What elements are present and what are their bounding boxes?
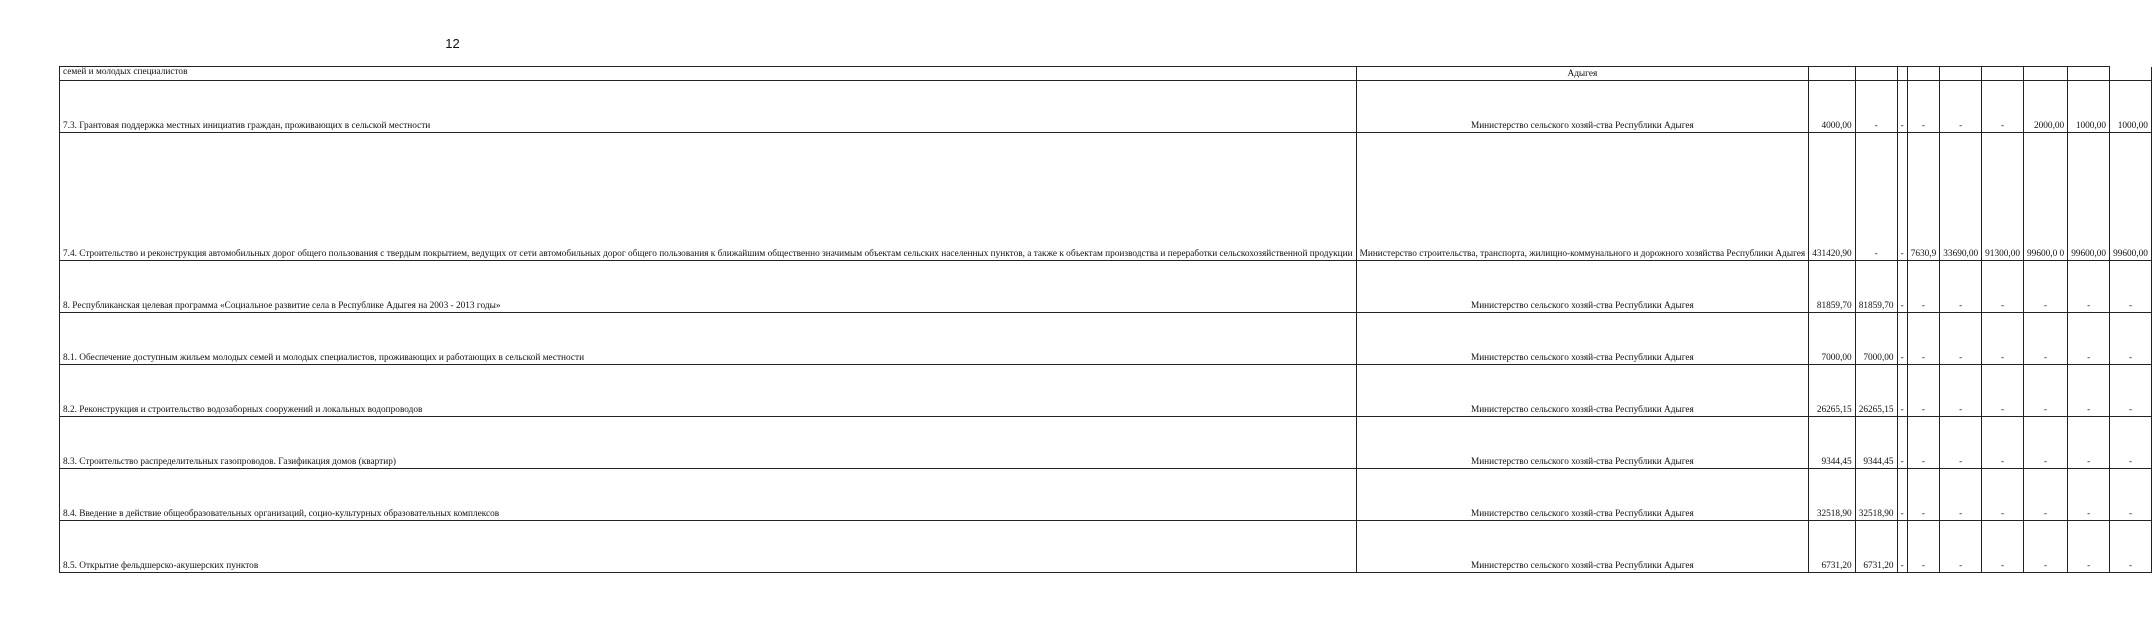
value-cell: - (1982, 417, 2024, 469)
value-cell (1907, 67, 1940, 81)
value-cell: 9344,45 (1809, 417, 1856, 469)
value-cell: 7630,9 (1907, 133, 1940, 261)
value-cell: 99600,0 0 (2024, 133, 2068, 261)
responsible-org-cell: Министерство сельского хозяй-ства Республики Адыгея (1356, 81, 1809, 133)
value-cell (1897, 67, 1907, 81)
value-cell: 9344,45 (1855, 417, 1897, 469)
value-cell: - (1982, 365, 2024, 417)
responsible-org-cell: Министерство сельского хозяй-ства Республики Адыгея (1356, 365, 1809, 417)
value-cell: - (1907, 261, 1940, 313)
activity-name-cell: 8.3. Строительство распределительных газопроводов. Газификация домов (квартир) (60, 417, 1357, 469)
table-row (60, 521, 2152, 573)
value-cell: 1000,00 (2068, 81, 2110, 133)
value-cell: - (1897, 313, 1907, 365)
value-cell: - (1907, 521, 1940, 573)
value-cell: - (1940, 261, 1982, 313)
value-cell: - (2024, 469, 2068, 521)
value-cell: - (1940, 521, 1982, 573)
value-cell (1940, 67, 1982, 81)
value-cell: - (2110, 417, 2152, 469)
value-cell: 81859,70 (1855, 261, 1897, 313)
activity-name-cell: 8. Республиканская целевая программа «Социальное развитие села в Республике Адыгея на 2003 - 2013 годы» (60, 261, 1357, 313)
value-cell: - (1907, 469, 1940, 521)
value-cell (1855, 67, 1897, 81)
table-row (60, 133, 2152, 261)
value-cell: 33690,00 (1940, 133, 1982, 261)
responsible-org-cell: Министерство сельского хозяй-ства Республики Адыгея (1356, 469, 1809, 521)
activity-name-cell: 8.1. Обеспечение доступным жильем молодых семей и молодых специалистов, проживающих и работающих в сельской местности (60, 313, 1357, 365)
value-cell: 99600,00 (2068, 133, 2110, 261)
value-cell: - (2024, 261, 2068, 313)
value-cell: - (2110, 261, 2152, 313)
value-cell: - (1940, 81, 1982, 133)
value-cell: - (1907, 365, 1940, 417)
value-cell: - (2068, 469, 2110, 521)
value-cell: - (1940, 417, 1982, 469)
responsible-org-cell: Адыгея (1356, 67, 1809, 81)
value-cell: - (1982, 313, 2024, 365)
value-cell: - (2024, 521, 2068, 573)
value-cell (1809, 67, 1856, 81)
table-row (60, 313, 2152, 365)
value-cell (2110, 67, 2152, 81)
value-cell: - (2068, 521, 2110, 573)
value-cell: 2000,00 (2024, 81, 2068, 133)
value-cell: - (1982, 261, 2024, 313)
value-cell: - (1897, 261, 1907, 313)
value-cell (2068, 67, 2110, 81)
value-cell: - (2110, 313, 2152, 365)
value-cell: - (1897, 81, 1907, 133)
value-cell: 26265,15 (1809, 365, 1856, 417)
value-cell: - (1982, 469, 2024, 521)
value-cell: 4000,00 (1809, 81, 1856, 133)
value-cell: 32518,90 (1809, 469, 1856, 521)
table-row (60, 81, 2152, 133)
value-cell: - (1897, 133, 1907, 261)
value-cell: - (1982, 521, 2024, 573)
responsible-org-cell: Министерство сельского хозяй-ства Республики Адыгея (1356, 521, 1809, 573)
program-table (59, 66, 2152, 573)
value-cell: - (1897, 469, 1907, 521)
table-row (60, 365, 2152, 417)
page-number: 12 (445, 36, 460, 51)
value-cell: - (2110, 521, 2152, 573)
value-cell: - (2024, 365, 2068, 417)
activity-name-cell: 8.4. Введение в действие общеобразовательных организаций, социо-культурных образовательных комплексов (60, 469, 1357, 521)
responsible-org-cell: Министерство сельского хозяй-ства Республики Адыгея (1356, 261, 1809, 313)
table-row (60, 67, 2152, 81)
value-cell: 91300,00 (1982, 133, 2024, 261)
value-cell: 6731,20 (1809, 521, 1856, 573)
responsible-org-cell: Министерство сельского хозяй-ства Республики Адыгея (1356, 417, 1809, 469)
table-row (60, 417, 2152, 469)
value-cell: - (2068, 365, 2110, 417)
value-cell: - (2110, 469, 2152, 521)
activity-name-cell: 7.4. Строительство и реконструкция автомобильных дорог общего пользования с твердым покрытием, ведущих от сети автомобильных дорог общего пользования к ближайшим общественно значимым объектам сельских населенных пунктов, а также к объектам производства и переработки сельскохозяйственной продукции (60, 133, 1357, 261)
value-cell: - (1940, 313, 1982, 365)
value-cell: - (1982, 81, 2024, 133)
responsible-org-cell: Министерство сельского хозяй-ства Республики Адыгея (1356, 313, 1809, 365)
value-cell: 81859,70 (1809, 261, 1856, 313)
value-cell: - (1897, 365, 1907, 417)
value-cell: - (1940, 469, 1982, 521)
value-cell: - (1897, 521, 1907, 573)
responsible-org-cell: Министерство строительства, транспорта, жилищно-коммунального и дорожного хозяйства Республики Адыгея (1356, 133, 1809, 261)
table-row (60, 261, 2152, 313)
value-cell: 7000,00 (1809, 313, 1856, 365)
activity-name-cell: 8.2. Реконструкция и строительство водозаборных сооружений и локальных водопроводов (60, 365, 1357, 417)
value-cell: - (1907, 313, 1940, 365)
value-cell (2024, 67, 2068, 81)
value-cell: - (1897, 417, 1907, 469)
value-cell: - (2024, 313, 2068, 365)
value-cell: 1000,00 (2110, 81, 2152, 133)
table-row (60, 469, 2152, 521)
value-cell: - (2110, 365, 2152, 417)
value-cell: - (1855, 133, 1897, 261)
value-cell: - (2024, 417, 2068, 469)
value-cell: 26265,15 (1855, 365, 1897, 417)
value-cell: - (1855, 81, 1897, 133)
value-cell: 6731,20 (1855, 521, 1897, 573)
value-cell (1982, 67, 2024, 81)
activity-name-cell: 8.5. Открытие фельдшерско-акушерских пунктов (60, 521, 1357, 573)
value-cell: - (2068, 313, 2110, 365)
value-cell: 431420,90 (1809, 133, 1856, 261)
value-cell: - (1907, 417, 1940, 469)
activity-name-cell: 7.3. Грантовая поддержка местных инициатив граждан, проживающих в сельской местности (60, 81, 1357, 133)
value-cell: 99600,00 (2110, 133, 2152, 261)
value-cell: - (1907, 81, 1940, 133)
value-cell: - (2068, 261, 2110, 313)
value-cell: - (1940, 365, 1982, 417)
value-cell: 7000,00 (1855, 313, 1897, 365)
value-cell: 32518,90 (1855, 469, 1897, 521)
value-cell: - (2068, 417, 2110, 469)
activity-name-cell: семей и молодых специалистов (60, 67, 1357, 81)
